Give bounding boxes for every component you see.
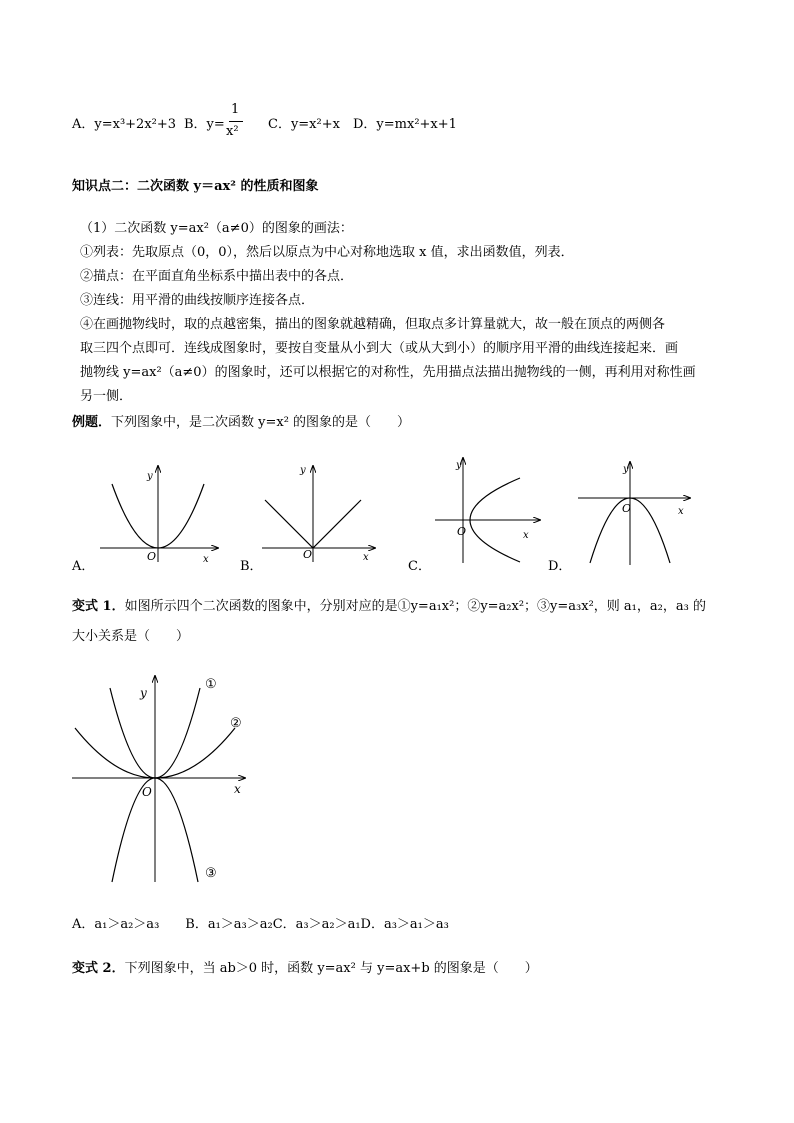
- example-text: 下列图象中，是二次函数 y=x² 的图象的是（ ）: [111, 415, 411, 430]
- graph-a-x-label: x: [203, 554, 209, 565]
- method-step-4-line-2: 取三四个点即可．连线成图象时，要按自变量从小到大（或从大到小）的顺序用平滑的曲线连接起来．画: [80, 341, 679, 356]
- fraction-numerator: 1: [231, 102, 240, 117]
- variant-2-question: [72, 960, 538, 978]
- variant-1-curve-3-label: ③: [205, 866, 217, 881]
- graph-b-x-label: x: [363, 552, 369, 563]
- graph-c-y-label: y: [456, 460, 462, 471]
- graph-c-x-label: x: [523, 530, 529, 541]
- option-d: D．y=mx²+x+1: [353, 117, 457, 132]
- example-option-d: D．: [548, 559, 572, 574]
- example-option-b: B．: [240, 559, 263, 574]
- method-step-3: ③连线：用平滑的曲线按顺序连接各点．: [80, 293, 315, 308]
- variant-2-label: 变式 2．: [72, 961, 125, 976]
- graph-a-origin: O: [147, 550, 157, 563]
- example-option-c: C．: [408, 559, 431, 574]
- method-step-4-line-4: 另一侧．: [80, 389, 133, 404]
- variant-1-curve-1-label: ①: [205, 677, 217, 692]
- method-step-1: ①列表：先取原点（0，0），然后以原点为中心对称地选取 x 值，求出函数值，列表．: [80, 245, 574, 260]
- method-step-2: ②描点：在平面直角坐标系中描出表中的各点．: [80, 269, 354, 284]
- variant-1-text-line-2: 大小关系是（ ）: [72, 629, 190, 644]
- graph-d-y-label: y: [623, 464, 629, 475]
- graph-d-x-label: x: [678, 506, 684, 517]
- variant-1-y-label: y: [140, 686, 147, 700]
- graph-c-origin: O: [457, 525, 467, 538]
- fraction-denominator: x²: [226, 124, 239, 139]
- variant-1-curve-2-label: ②: [230, 716, 242, 731]
- variant-1-label: 变式 1．: [72, 599, 125, 614]
- variant-2-text: 下列图象中，当 ab＞0 时，函数 y=ax² 与 y=ax+b 的图象是（ ）: [124, 961, 538, 976]
- method-intro: （1）二次函数 y=ax²（a≠0）的图象的画法：: [80, 221, 353, 236]
- variant-1-x-label: x: [234, 782, 241, 796]
- option-c: C．y=x²+x: [268, 117, 340, 132]
- option-a: A．y=x³+2x²+3: [72, 117, 177, 132]
- method-step-4-line-1: ④在画抛物线时，取的点越密集，描出的图象就越精确，但取点多计算量就大，故一般在顶点的两侧各: [80, 317, 666, 332]
- graph-d-origin: O: [622, 502, 632, 515]
- example-label: 例题．: [72, 415, 112, 430]
- example-option-a: A．: [72, 559, 95, 574]
- variant-1-origin: O: [142, 785, 152, 799]
- graph-a-y-label: y: [147, 471, 153, 482]
- graph-b-y-label: y: [300, 465, 306, 476]
- variant-1-answers: A．a₁＞a₂＞a₃ B．a₁＞a₃＞a₂C．a₃＞a₂＞a₁D．a₃＞a₁＞a₃: [72, 917, 449, 932]
- graph-b-origin: O: [303, 548, 313, 561]
- variant-1-text-line-1: 如图所示四个二次函数的图象中，分别对应的是①y=a₁x²；②y=a₂x²；③y=a₃x²，则 a₁，a₂，a₃ 的: [124, 599, 706, 614]
- section-title: 知识点二：二次函数 y＝ax² 的性质和图象: [72, 179, 319, 194]
- method-step-4-line-3: 抛物线 y=ax²（a≠0）的图象时，还可以根据它的对称性，先用描点法描出抛物线的一侧，再利用对称性画: [80, 365, 696, 380]
- option-b-prefix: B．y=: [184, 117, 225, 132]
